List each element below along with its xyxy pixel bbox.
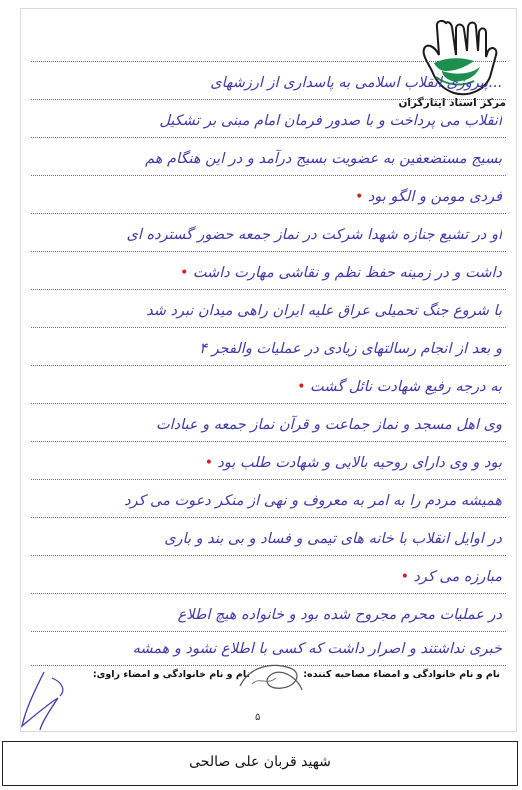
handwritten-line: فردی مومن و الگو بود •	[355, 189, 502, 205]
handwritten-line: انقلاب می پرداخت و با صدور فرمان امام مبنی بر تشکیل	[159, 113, 502, 129]
ruled-line	[31, 213, 506, 214]
handwritten-line: در عملیات محرم مجروح شده بود و خانواده هیچ اطلاع	[177, 607, 502, 623]
red-dot: •	[180, 265, 193, 281]
handwritten-line: در اوایل انقلاب با خانه های تیمی و فساد و بی بند و باری	[164, 531, 502, 547]
narrator-label: نام و نام خانوادگی و امضاء راوی:	[92, 669, 250, 680]
caption-text: شهید قربان علی صالحی	[189, 754, 331, 770]
ruled-writing-area	[31, 39, 506, 669]
ruled-line	[31, 251, 506, 252]
ruled-line	[31, 631, 506, 632]
handwritten-line: او در تشیع جنازه شهدا شرکت در نماز جمعه حضور گسترده ای	[126, 227, 502, 243]
handwritten-line: خبری نداشتند و اصرار داشت که کسی با اطلاع نشود و همشه	[132, 641, 502, 657]
narrator-signature	[14, 668, 74, 734]
ruled-line	[31, 517, 506, 518]
ruled-line	[31, 61, 506, 62]
handwritten-line: با شروع جنگ تحمیلی عراق علیه ایران راهی میدان نبرد شد	[146, 303, 502, 319]
handwritten-line: و بعد از انجام رسالتهای زیادی در عملیات والفجر ۴	[199, 341, 502, 357]
caption-box	[2, 741, 518, 786]
red-dot: •	[400, 569, 414, 585]
red-dot: •	[355, 189, 368, 205]
page-number: ۵	[255, 712, 261, 723]
ruled-line	[31, 555, 506, 556]
red-dot: •	[297, 379, 311, 395]
interviewer-signature	[232, 656, 310, 698]
ruled-line	[31, 289, 506, 290]
document-page	[20, 8, 517, 732]
handwritten-line: همیشه مردم را به امر به معروف و نهی از منکر دعوت می کرد	[124, 493, 502, 509]
red-dot: •	[204, 455, 218, 471]
ruled-line	[31, 479, 506, 480]
ruled-line	[31, 175, 506, 176]
handwritten-line: مبارزه می کرد •	[400, 569, 502, 585]
interviewer-label: نام و نام خانوادگی و امضاء مصاحبه کننده:	[303, 669, 500, 680]
handwritten-line: به درجه رفیع شهادت نائل گشت •	[297, 379, 502, 395]
organization-name: مرکز اسناد ایثارگران	[398, 97, 506, 109]
ruled-line	[31, 403, 506, 404]
ruled-line	[31, 327, 506, 328]
ruled-line	[31, 593, 506, 594]
handwritten-line: داشت و در زمینه حفظ نظم و نقاشی مهارت داشت •	[180, 265, 502, 281]
ruled-line	[31, 441, 506, 442]
ruled-line	[31, 365, 506, 366]
ruled-line	[31, 137, 506, 138]
handwritten-line: بود و وی دارای روحیه بالایی و شهادت طلب بود •	[204, 455, 502, 471]
handwritten-line: وی اهل مسجد و نماز جماعت و قرآن نماز جمعه و عبادات	[155, 417, 502, 433]
handwritten-line: ...پیروزی انقلاب اسلامی به پاسداری از ارزشهای	[210, 75, 502, 91]
ruled-line	[31, 99, 506, 100]
handwritten-line: بسیج مستضعفین به عضویت بسیج درآمد و در این هنگام هم	[145, 151, 502, 167]
